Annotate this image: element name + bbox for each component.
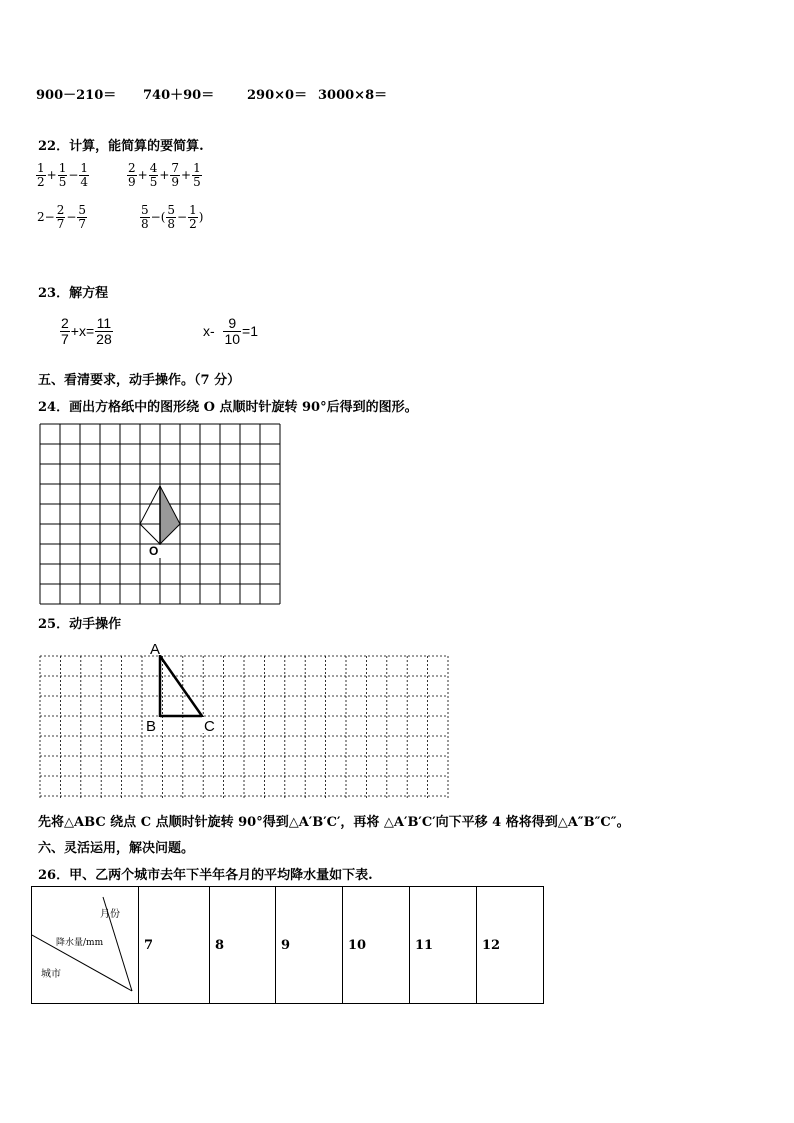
- operator: +: [137, 168, 148, 183]
- numerator: 9: [223, 316, 241, 332]
- section-5-heading: 五、看清要求，动手操作。（7 分）: [38, 373, 241, 388]
- denominator: 5: [58, 174, 67, 189]
- numerator: 7: [171, 161, 180, 175]
- denominator: 2: [189, 216, 197, 231]
- arith-item: 740＋90＝: [143, 88, 215, 103]
- numerator: 2: [56, 203, 65, 217]
- shape-shaded-part: [160, 486, 180, 544]
- header-rain-label: 降水量/mm: [56, 938, 104, 948]
- month-cell: 7: [139, 887, 210, 1004]
- month-cell: 12: [477, 887, 544, 1004]
- operator: ): [198, 210, 204, 225]
- label-a: A: [150, 641, 161, 658]
- equation-1: [60, 316, 113, 346]
- numerator: 1: [80, 161, 89, 175]
- operator: −: [68, 168, 79, 183]
- month-cell: 11: [410, 887, 477, 1004]
- header-city-label: 城市: [41, 969, 61, 980]
- question-24-title: 24．画出方格纸中的图形绕 O 点顺时针旋转 90°后得到的图形。: [38, 400, 418, 415]
- denominator: 7: [61, 330, 69, 347]
- table-row: [32, 887, 544, 1004]
- operator: x-: [203, 323, 215, 340]
- arith-item: 3000×8＝: [318, 88, 388, 103]
- arith-item: 900－210＝: [36, 88, 117, 103]
- operator: −: [66, 210, 77, 225]
- fraction: [149, 162, 159, 188]
- label-c: C: [204, 718, 215, 735]
- question-26-title: 26．甲、乙两个城市去年下半年各月的平均降水量如下表.: [38, 868, 373, 883]
- fraction: [140, 204, 150, 230]
- denominator: 2: [37, 174, 45, 189]
- month-cell: 10: [343, 887, 410, 1004]
- shape-left-part: [140, 486, 160, 544]
- numerator: 2: [128, 161, 136, 175]
- numerator: 1: [37, 161, 45, 175]
- denominator: 7: [78, 216, 87, 231]
- denominator: 9: [171, 174, 180, 189]
- numerator: 1: [193, 161, 201, 175]
- o-point-label: O: [149, 544, 159, 558]
- fraction: [127, 162, 137, 188]
- numerator: 5: [167, 203, 176, 217]
- header-month-label: 月份: [100, 909, 120, 920]
- square-grid-24: [38, 422, 282, 606]
- denominator: 8: [167, 216, 176, 231]
- operator: −: [177, 210, 188, 225]
- fraction: [192, 162, 202, 188]
- section-6-heading: 六、灵活运用，解决问题。: [38, 841, 195, 856]
- numerator: 11: [96, 315, 112, 331]
- dashed-grid-25: [38, 640, 450, 800]
- numerator: 5: [78, 203, 87, 217]
- numerator: 1: [189, 203, 197, 217]
- denominator: 5: [149, 174, 158, 189]
- label-b: B: [146, 718, 157, 735]
- question-25-instruction: 先将△ABC 绕点 C 点顺时针旋转 90°得到△A′B′C′，再将 △A′B′C′向下平移 4 格将得到△A″B″C″。: [38, 815, 630, 830]
- month-cell: 9: [276, 887, 343, 1004]
- denominator: 28: [96, 330, 112, 347]
- numerator: 1: [58, 161, 67, 175]
- expression: [140, 204, 204, 230]
- rainfall-table: [31, 886, 544, 1004]
- arith-item: 290×0＝: [247, 88, 308, 103]
- denominator: 9: [128, 174, 136, 189]
- denominator: 8: [141, 216, 149, 231]
- fraction: [56, 204, 66, 230]
- fraction: [58, 162, 68, 188]
- operator: +x=: [70, 323, 95, 340]
- fraction: [77, 204, 87, 230]
- fraction: [166, 204, 176, 230]
- fraction: [79, 162, 89, 188]
- fraction: [188, 204, 198, 230]
- question-22-title: 22．计算，能简算的要简算.: [38, 139, 204, 154]
- denominator: 5: [193, 174, 201, 189]
- header-diagonal-cell: [32, 887, 139, 1004]
- expression: [36, 204, 87, 230]
- equation-2: [202, 316, 259, 346]
- question-23-title: 23．解方程: [38, 286, 109, 301]
- numerator: 4: [149, 161, 158, 175]
- expression: [127, 162, 202, 188]
- triangle-abc: [160, 656, 202, 716]
- operator: 2−: [37, 210, 55, 225]
- operator: −(: [150, 210, 166, 225]
- operator: +: [181, 168, 192, 183]
- denominator: 7: [56, 216, 65, 231]
- numerator: 5: [141, 203, 149, 217]
- operator: +: [159, 168, 170, 183]
- fraction: [170, 162, 180, 188]
- question-25-title: 25．动手操作: [38, 617, 122, 632]
- expression: [36, 162, 89, 188]
- operator: =1: [242, 323, 258, 340]
- denominator: 4: [80, 174, 89, 189]
- month-cell: 8: [210, 887, 276, 1004]
- numerator: 2: [61, 315, 69, 331]
- fraction: [36, 162, 46, 188]
- denominator: 10: [224, 330, 241, 347]
- operator: +: [46, 168, 57, 183]
